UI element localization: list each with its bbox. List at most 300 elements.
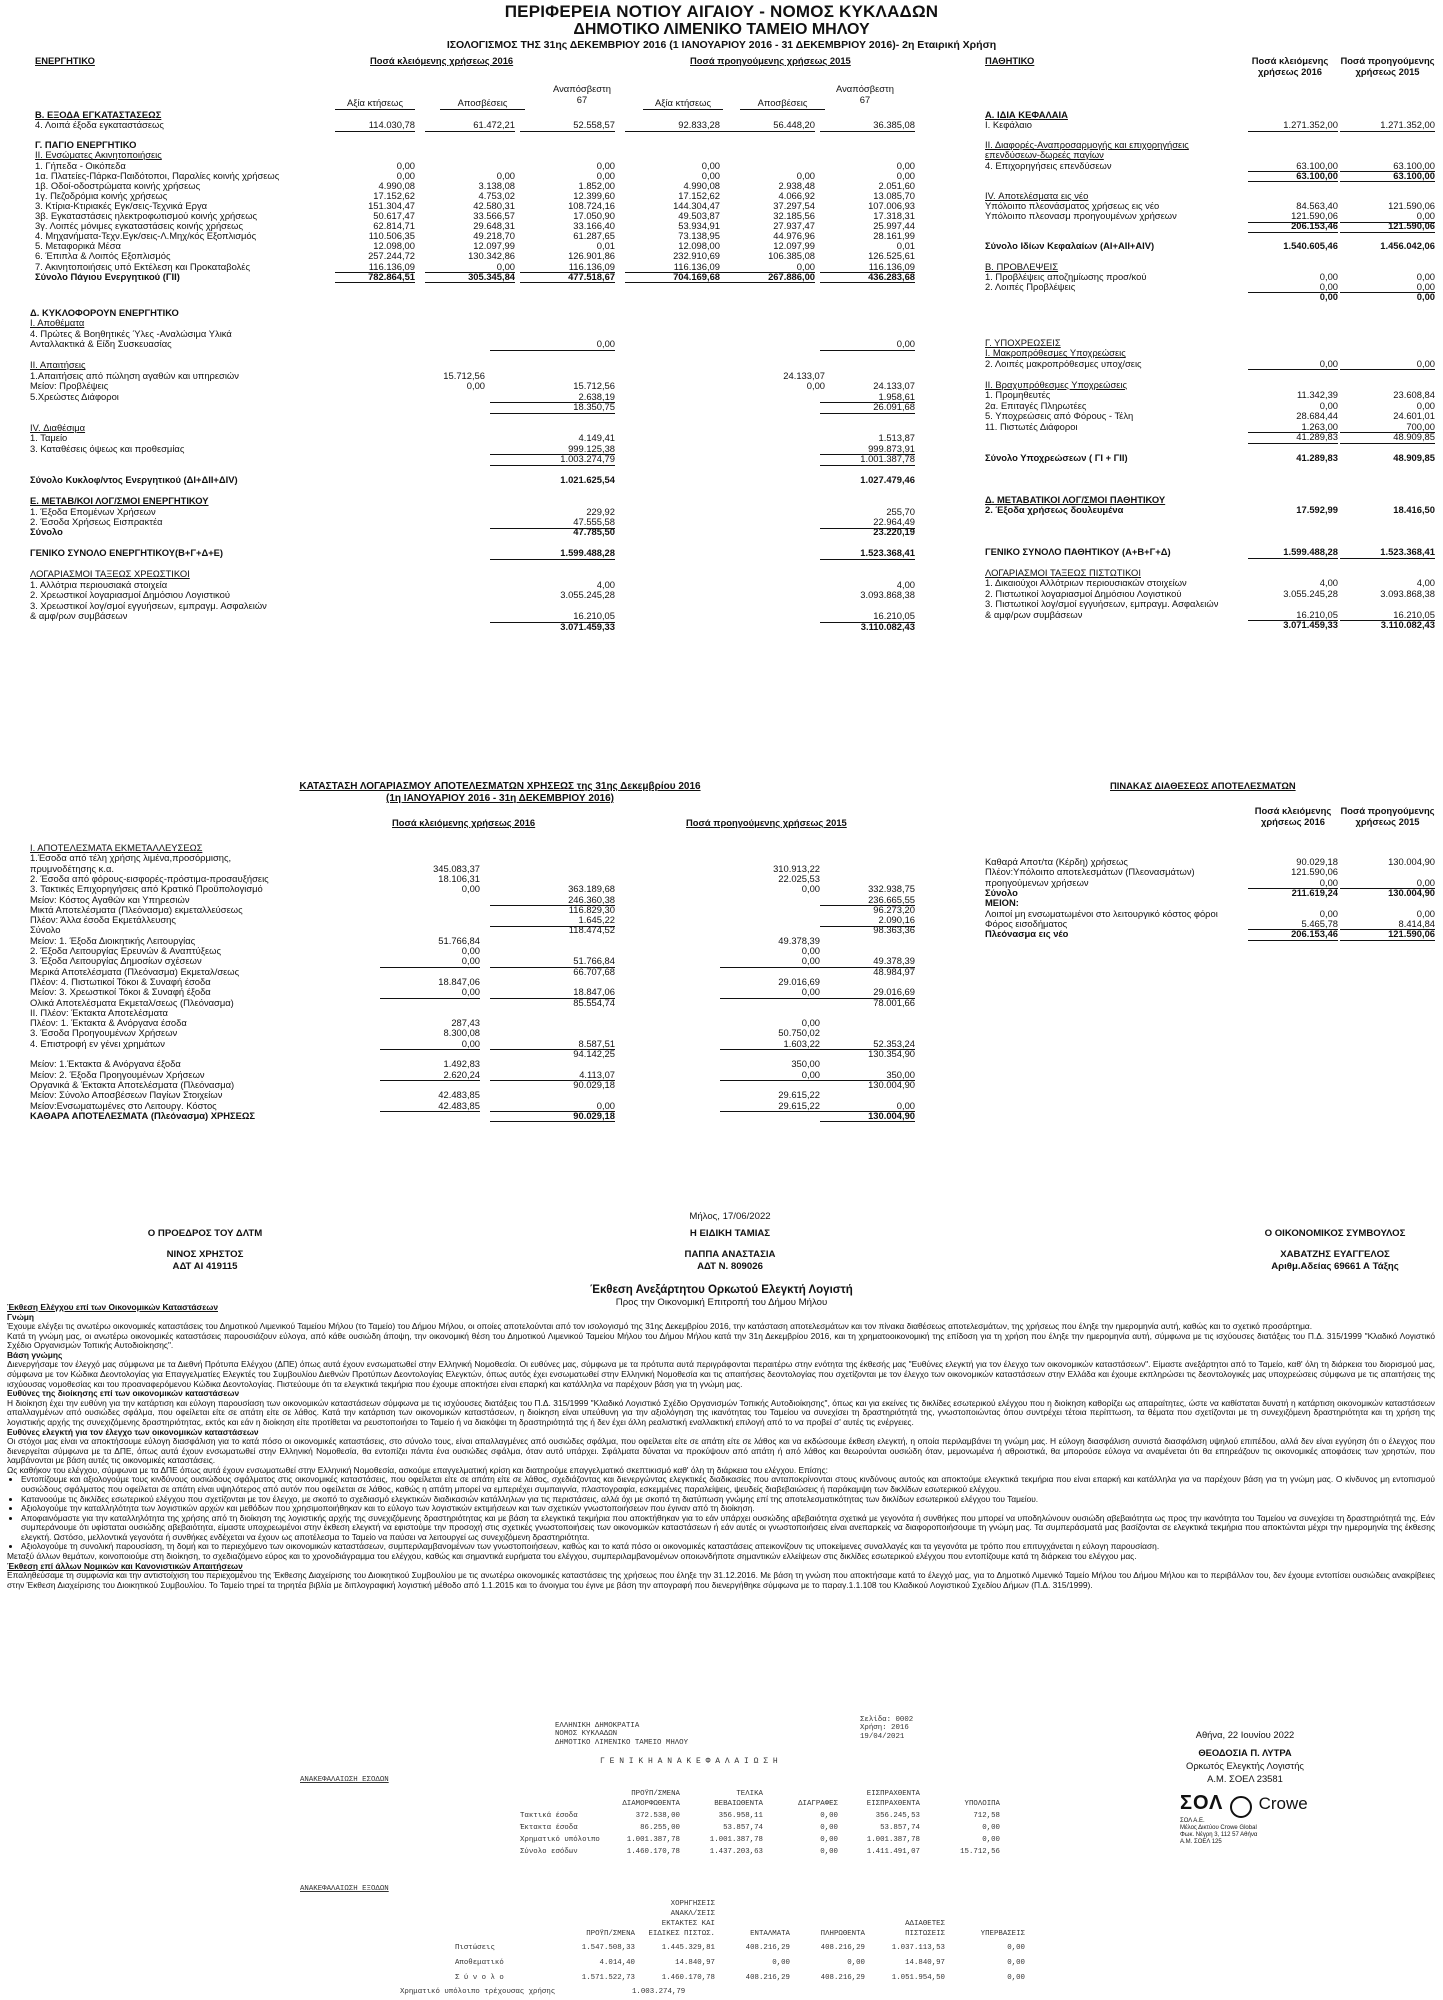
results-subtitle: (1η ΙΑΝΟΥΑΡΙΟΥ 2016 - 31η ΔΕΚΕΜΒΡΙΟΥ 2016) [386,793,614,804]
row-label: Πλέον: 1. Έκτακτα & Ανόργανα έσοδα [30,1017,187,1029]
amount-cell: 42.483,85 [380,1101,480,1113]
amount-cell: 24.133,07 [873,380,915,392]
amount-cell: 2.051,60 [878,179,915,191]
amount-cell: 0,00 [1248,282,1338,294]
row-label: 4. Μηχανήματα-Τεχν.Εγκ/σεις-Λ.Μηχ/κός Εξοπλισμός [35,230,257,242]
amount-cell: 206.153,46 [1248,929,1338,941]
amount-cell: 0,00 [801,883,820,895]
row-label: 2. Έξοδα Λειτουργίας Ερευνών & Αναπτύξεως [30,945,221,956]
amount-cell: 29.016,69 [778,975,820,987]
printout-cell: 0,00 [982,1836,1000,1844]
printout-cell: Αποθεματικό [455,1959,504,1967]
logo-crowe: Crowe [1258,1794,1308,1813]
sig1-name: ΝΙΝΟΣ ΧΡΗΣΤΟΣ [166,1249,244,1260]
amount-cell: 37.297,54 [773,199,815,211]
audit-p2: Κατά τη γνώμη μας, οι ανωτέρω οικονομικές καταστάσεις παρουσιάζουν εύλογα, από κάθε ουσιώδη άποψη, την οικονομική θέση του Δημοτικού Λιμενικού Ταμείου Μήλου του Δήμου Μήλου κατά την 31η Δεκεμβρίου 2016, και τη χρηματοοικονομική της επίδοση για τη χρήση που έληξε την ημερομηνία αυτή, σύμφωνα με τις ισχύουσες διατάξεις του Π.Δ. 315/1999 "Κλαδικό Λογιστικό Σχέδιο Οργανισμών Τοπικής Αυτοδιοίκησης". [7,1330,1435,1351]
amount-cell: 255,70 [886,505,915,517]
col-header-ktisi2: Αξία κτήσεως [643,98,723,110]
row-label: Σύνολο [985,886,1018,898]
amount-cell: 436.283,68 [820,272,915,284]
row-label: Ι. Κεφάλαιο [985,119,1033,131]
audit-subtitle: Προς την Οικονομική Επιτροπή του Δήμου Μήλου [615,1297,828,1308]
printout-cell: 356.958,11 [718,1812,763,1820]
amount-cell: 1.001.387,78 [820,454,915,466]
amount-cell: 0,01 [596,240,615,252]
amount-cell: 42.483,85 [438,1089,480,1101]
logo-ring-icon [1230,1796,1252,1818]
amount-cell: 98.363,36 [873,924,915,936]
row-label: Πλέον: 4. Πιστωτικοί Τόκοι & Συναφή έσοδα [30,975,211,987]
amount-cell: 3.093.868,38 [860,589,915,601]
amount-cell: 0,00 [806,380,825,392]
row-label: Φόρος εισοδήματος [985,917,1068,929]
row-label: Ι. Αποθέματα [30,317,85,329]
sig3-role: Ο ΟΙΚΟΝΟΜΙΚΟΣ ΣΥΜΒΟΥΛΟΣ [1264,1228,1406,1239]
firm-detail: Α.Μ. ΣΟΕΛ 125 [1180,1838,1222,1845]
sig2-id: ΑΔΤ Ν. 809026 [697,1261,763,1272]
amount-cell: 1.027.479,46 [860,474,915,486]
col-header-ktisi1: Αξία κτήσεως [335,98,415,110]
amount-cell: 1.513,87 [878,432,915,444]
amount-cell: 61.472,21 [425,120,515,132]
audit-h4: Ευθύνες της διοίκησης επί των οικονομικών καταστάσεων [7,1388,240,1399]
amount-cell: 53.934,91 [678,220,720,232]
printout-cell: 0,00 [820,1836,838,1844]
amount-cell: 0,00 [1319,270,1338,282]
amount-cell: 121.590,06 [1388,199,1435,211]
row-label: 2. Λοιπές Προβλέψεις [985,280,1076,292]
amount-cell: 0,00 [466,380,485,392]
audit-p1: Έχουμε ελέγξει τις ανωτέρω οικονομικές καταστάσεις του Δημοτικού Λιμενικού Ταμείου Μήλου (το Ταμείο) του Δήμου Μήλου, οι οποίες αποτελούνται από τον ισολογισμό της 31ης Δεκεμβρίου 2016, την κατάσταση αποτελεσμάτων και τον πίνακα διαθέσεως αποτελεσμάτων, της χρήσεως που έληξε την ημερομηνία αυτή, καθώς και το σχετικό προσάρτημα. [7,1321,1313,1332]
row-label: Σύνολο Υποχρεώσεων ( ΓΙ + ΓΙΙ) [985,451,1128,463]
amount-cell: 28.684,44 [1296,410,1338,422]
results-cur-heading: Ποσά κλειόμενης χρήσεως 2016 [392,817,536,828]
printout-cell: 1.547.508,33 [581,1944,635,1952]
results-title: ΚΑΤΑΣΤΑΣΗ ΛΟΓΑΡΙΑΣΜΟΥ ΑΠΟΤΕΛΕΣΜΑΤΩΝ ΧΡΗΣΕΩΣ της 31ης Δεκεμβρίου 2016 [299,781,701,792]
row-label: πρυμνοδέτησης κ.α. [30,862,114,874]
row-label: 2. Έσοδα από φόρους-εισφορές-πρόστιμα-προσαυξήσεις [30,872,269,884]
amount-cell: 229,92 [586,505,615,517]
assets-cur-heading: Ποσά κλειόμενης χρήσεως 2016 [370,55,514,66]
printout-title: Γ Ε Ν Ι Κ Η Α Ν Α Κ Ε Φ Α Λ Α Ι Ω Σ Η [600,1757,778,1766]
audit-h5: Ευθύνες ελεγκτή για τον έλεγχο των οικονομικών καταστάσεων [7,1426,259,1437]
amount-cell: 4.990,08 [683,179,720,191]
amount-cell: 42.580,31 [473,199,515,211]
row-label: Σύνολο [30,526,63,538]
row-label: & αμφ/ρων συμβάσεων [30,610,128,622]
row-label: ΛΟΓΑΡΙΑΣΜΟΙ ΤΑΞΕΩΣ ΧΡΕΩΣΤΙΚΟΙ [30,568,190,580]
amount-cell: 116.136,09 [520,262,615,274]
row-label: ΙΙ. Βραχυπρόθεσμες Υποχρεώσεις [985,378,1128,390]
printout-year: Χρήση: 2016 [860,1724,909,1733]
amount-cell: 0,00 [1340,359,1435,371]
amount-cell: 0,00 [801,1017,820,1029]
printout-foot-label: Χρηματικό υπόλοιπο τρέχουσας χρήσης [400,1988,556,1996]
row-label: 1γ. Πεζοδρόμια κοινής χρήσεως [35,189,168,201]
amount-cell: 8.300,08 [443,1027,480,1039]
amount-cell: 22.025,53 [778,872,820,884]
row-label: Δ. ΜΕΤΑΒΑΤΙΚΟΙ ΛΟΓ/ΣΜΟΙ ΠΑΘΗΤΙΚΟΥ [985,493,1166,505]
amount-cell: 144.304,47 [673,199,720,211]
amount-cell: 0,00 [1319,290,1338,302]
amount-cell: 350,00 [791,1058,820,1070]
amount-cell: 12.097,99 [773,240,815,252]
amount-cell: 107.006,93 [868,199,915,211]
amount-cell: 151.304,47 [368,199,415,211]
amount-cell: 24.133,07 [783,369,825,381]
amount-cell: 121.590,06 [1291,866,1338,878]
printout-cell: 1.037.113,53 [891,1944,945,1952]
audit-bullet: • Αποφαινόμαστε για την καταλληλότητα της χρήσης από τη διοίκηση της λογιστικής αρχής της συνεχιζόμενης δραστηριότητας και με βάση τα ελεγκτικά τεκμήρια που αποκτήθηκαν για το εάν υπάρχει ουσιώδης αβεβαιότητα σχετικά με γεγονότα ή συνθήκες που μπορεί να υποδηλώνουν ουσιώδη αβεβαιότητα ως προς την ικανότητα του Ταμείου να συνεχίσει τη δραστηριότητά της. Εάν συμπεράνουμε ότι υφίσταται ουσιώδης αβεβαιότητα, είμαστε υποχρεωμένοι στην έκθεση ελεγκτή να εφιστούμε την προσοχή στις σχετικές γνωστοποιήσεις των οικονομικών καταστάσεων ή εάν αυτές οι γνωστοποιήσεις είναι ανεπαρκείς να διαφοροποιήσουμε τη γνώμη μας. Τα συμπεράσματά μας βασίζονται σε ελεγκτικά τεκμήρια που αποκτώνται μέχρι την ημερομηνία της έκθεσης ελεγκτή. Ωστόσο, μελλοντικά γεγονότα ή συνθήκες ενδέχεται να έχουν ως αποτέλεσμα το Ταμείο να παύσει να λειτουργεί ως συνεχιζόμενη δραστηριότητα. [21,1514,1435,1543]
row-label: ΓΕΝΙΚΟ ΣΥΝΟΛΟ ΕΝΕΡΓΗΤΙΚΟΥ(Β+Γ+Δ+Ε) [30,547,224,559]
printout-cell: 14.840,97 [675,1959,715,1967]
amount-cell: 85.554,74 [573,996,615,1008]
dist-title: ΠΙΝΑΚΑΣ ΔΙΑΘΕΣΕΩΣ ΑΠΟΤΕΛΕΣΜΑΤΩΝ [1110,780,1296,791]
row-label: 2. Έσοδα Χρήσεως Εισπρακτέα [30,516,163,527]
audit-title: Έκθεση Ανεξάρτητου Ορκωτού Ελεγκτή Λογιστή [590,1284,853,1296]
auditor-name: ΘΕΟΔΟΣΙΑ Π. ΛΥΤΡΑ [1198,1747,1292,1758]
row-label: 4. Πρώτες & Βοηθητικές Ύλες -Αναλώσιμα Υλικά [30,327,232,339]
row-label: 2. Πιστωτικοί λογαριασμοί Δημόσιου Λογιστικού [985,587,1182,599]
printout-cell: ΠΛΗΡΩΘΕΝΤΑ [820,1930,865,1938]
amount-cell: 63.100,00 [1248,161,1338,173]
row-label: ΙΙ. Απαιτήσεις [30,359,86,371]
amount-cell: 345.083,37 [433,862,480,874]
amount-cell: 27.937,47 [773,220,815,232]
amount-cell: 3.071.459,33 [560,620,615,632]
amount-cell: 50.750,02 [778,1027,820,1039]
printout-date: 19/04/2021 [860,1732,905,1741]
amount-cell: 0,00 [380,987,480,999]
row-label: 7. Ακινητοποιήσεις υπό Εκτέλεση και Προκαταβολές [35,260,251,272]
row-label: Δ. ΚΥΚΛΟΦΟΡΟΥΝ ΕΝΕΡΓΗΤΙΚΟ [30,307,179,318]
amount-cell: 52.353,24 [820,1039,915,1051]
amount-cell: 18.416,50 [1393,504,1435,516]
amount-cell: 246.360,38 [490,895,615,907]
printout-cell: Χρηματικό υπόλοιπο [520,1836,600,1844]
amount-cell: 17.318,31 [873,210,915,221]
amount-cell: 23.220,19 [873,526,915,538]
sig2-name: ΠΑΠΠΑ ΑΝΑΣΤΑΣΙΑ [684,1249,776,1260]
printout-cell: ΔΙΑΜΟΡΦΩΘΕΝΤΑ [622,1800,680,1808]
amount-cell: 0,00 [380,1039,480,1051]
amount-cell: 0,00 [1340,282,1435,294]
sig2-role: Η ΕΙΔΙΚΗ ΤΑΜΙΑΣ [689,1228,771,1239]
audit-p5: Οι στόχοι μας είναι να αποκτήσουμε εύλογη διασφάλιση για το κατά πόσο οι οικονομικές καταστάσεις, στο σύνολο τους, είναι απαλλαγμένες από ουσιώδες σφάλμα, που οφείλεται είτε σε απάτη είτε σε λάθος και να εκδώσουμε έκθεση ελεγκτή, η οποία περιλαμβάνει τη γνώμη μας. Η εύλογη διασφάλιση συνιστά διασφάλιση υψηλού επιπέδου, αλλά δεν είναι εγγύηση ότι ο έλεγχος που διενεργείται σύμφωνα με τα ΔΠΕ, όπως αυτά έχουν ενσωματωθεί στην Ελληνική Νομοθεσία, θα εντοπίζει πάντα ένα ουσιώδες σφάλμα, όταν αυτό υπάρχει. Σφάλματα δύναται να προκύψουν από απάτη ή από λάθος και θεωρούνται ουσιώδη όταν, μεμονωμένα ή αθροιστικά, θα μπορούσε εύλογα να αναμένεται ότι θα επηρεάζουν τις οικονομικές αποφάσεις των χρηστών, που λαμβάνονται με βάση αυτές τις οικονομικές καταστάσεις. [7,1436,1435,1466]
amount-cell: 48.984,97 [873,965,915,977]
amount-cell: 49.503,87 [678,210,720,221]
amount-cell: 3.055.245,28 [1283,587,1338,599]
amount-cell: 305.345,84 [425,272,515,284]
amount-cell: 1.523.368,41 [1340,547,1435,559]
amount-cell: 2.938,48 [778,179,815,191]
row-label: Γ. ΠΑΓΙΟ ΕΝΕΡΓΗΤΙΚΟ [35,139,137,151]
printout-cell: Σύνολο εσόδων [520,1848,578,1856]
printout-cell: 15.712,56 [960,1848,1000,1856]
row-label: 1. Προβλέψεις αποζημίωσης προσ/κού [985,270,1147,282]
row-label: 1. Δικαιούχοι Αλλότριων περιουσιακών στοιχείων [985,577,1187,589]
amount-cell: 3.055.245,28 [560,589,615,601]
auditor-role: Ορκωτός Ελεγκτής Λογιστής [1186,1760,1304,1771]
amount-cell: 287,43 [451,1017,480,1029]
firm-detail: ΣΟΛ Α.Ε. [1180,1818,1205,1824]
amount-cell: 61.287,65 [573,230,615,242]
amount-cell: 0,00 [720,262,815,274]
row-label: Μείον: 1. Έξοδα Διοικητικής Λειτουργίας [30,934,196,946]
row-label: ΙΙ. Διαφορές-Αναπροσαρμογής και επιχορηγήσεις [985,139,1189,151]
amount-cell: 130.342,86 [468,250,515,262]
row-label: Υπόλοιπο πλεονάσματος χρήσεως εις νέο [985,199,1160,211]
amount-cell: 126.525,61 [868,250,915,262]
amount-cell: 999.873,91 [820,444,915,456]
sig3-id: Αριθμ.Αδείας 69661 Α Τάξης [1271,1261,1399,1272]
amount-cell: 47.785,50 [573,526,615,538]
amount-cell: 0,00 [1248,878,1338,890]
printout-cell: ΒΕΒΑΙΩΘΕΝΤΑ [714,1800,763,1808]
amount-cell: 17.152,62 [373,189,415,201]
amount-cell: 2.638,19 [490,392,615,404]
amount-cell: 1.852,00 [578,179,615,191]
amount-cell: 8.587,51 [490,1039,615,1051]
printout-cell: 0,00 [982,1824,1000,1832]
row-label: ΓΕΝΙΚΟ ΣΥΝΟΛΟ ΠΑΘΗΤΙΚΟΥ (Α+Β+Γ+Δ) [985,546,1171,557]
amount-cell: 0,00 [496,169,515,181]
printout-cell: Πιστώσεις [455,1944,495,1952]
audit-p8: Επαληθεύσαμε τη συμφωνία και την αντιστοίχιση του περιεχομένου της Έκθεσης Διαχείρισης του Διοικητικού Συμβουλίου με τις ανωτέρω οικονομικές καταστάσεις της χρήσεως που έληξε την 31.12.2016. Με βάση τη γνώση που αποκτήσαμε κατά το έλεγχό μας, για το Δημοτικό Λιμενικό Ταμείο Μήλου του Δήμου Μήλου και το περιβάλλον του, δεν έχουμε εντοπίσει ουσιώδεις ανακρίβειες στην Έκθεση Διαχείρισης του Διοικητικού Συμβουλίου. Το Ταμείο τηρεί τα τηρητέα βιβλία με διπλογραφική λογιστική μέθοδο από 1.1.2015 και το άνοιγμα του έγινε με βάση την απογραφή που διενεργήθηκε σύμφωνα με το παραγ.1.1.108 του Κλαδικού Λογιστικού Σχεδίου Δήμων (Π.Δ. 315/1999). [7,1570,1435,1590]
amount-cell: 4.753,02 [478,189,515,201]
amount-cell: 0,00 [596,159,615,171]
row-label: 5. Υποχρεώσεις από Φόρους - Τέλη [985,410,1134,422]
amount-cell: 106.385,08 [768,250,815,262]
liab-cur-heading: Ποσά κλειόμενης χρήσεως 2016 [1251,55,1329,77]
amount-cell: 1.523.368,41 [820,548,915,560]
row-label: 1.Απαιτήσεις από πώληση αγαθών και υπηρεσιών [30,369,239,381]
amount-cell: 5.465,78 [1248,919,1338,931]
printout-cell: ΕΝΤΑΛΜΑΤΑ [750,1930,790,1938]
amount-cell: 96.273,20 [873,903,915,915]
amount-cell: 0,00 [1416,907,1435,919]
sig1-role: Ο ΠΡΟΕΔΡΟΣ ΤΟΥ ΔΛΤΜ [147,1228,263,1239]
row-label: Πλέον:Υπόλοιπο αποτελεσμάτων (Πλεονασμάτων) [985,866,1195,878]
header-line1: ΠΕΡΙΦΕΡΕΙΑ ΝΟΤΙΟΥ ΑΙΓΑΙΟΥ - ΝΟΜΟΣ ΚΥΚΛΑΔΩΝ [504,2,939,21]
amount-cell: 18.106,31 [438,872,480,884]
row-label: Οργανικά & Έκτακτα Αποτελέσματα (Πλεόνασμα) [30,1078,235,1090]
row-label: 3. Έξοδα Λειτουργίας Δημοσίων σχέσεων [30,955,202,967]
audit-bullet: • Αξιολογούμε την καταλληλότητα των λογιστικών αρχών και μεθόδων που χρησιμοποιήθηκαν και το εύλογο των λογιστικών εκτιμήσεων και των σχετικών γνωστοποιήσεων που έγιναν από τη διοίκηση. [21,1504,1435,1514]
printout-cell: ΕΚΤΑΚΤΕΣ ΚΑΙ [661,1920,715,1928]
amount-cell: 0,00 [396,159,415,171]
audit-h6: Έκθεση επί άλλων Νομικών και Κανονιστικών Απαιτήσεων [7,1560,243,1571]
printout-org3: ΔΗΜΟΤΙΚΟ ΛΙΜΕΝΙΚΟ ΤΑΜΕΙΟ ΜΗΛΟΥ [555,1738,689,1747]
printout-org [555,1722,688,1747]
col-header-aposv1: Αποσβέσεις [440,98,525,110]
row-label: Σύνολο Πάγιου Ενεργητικού (ΓΙΙ) [35,270,180,282]
printout-cell: 0,00 [1007,1974,1025,1982]
row-label: 3. Κτίρια-Κτιριακές Εγκ/σεις-Τεχνικά Εργα [35,199,208,211]
amount-cell: 17.050,90 [573,210,615,221]
amount-cell: 90.029,18 [573,1078,615,1090]
audit-bullet: • Εντοπίζουμε και αξιολογούμε τους κινδύνους ουσιώδους σφάλματος στις οικονομικές καταστάσεις, που οφείλεται είτε σε απάτη είτε σε λάθος, σχεδιάζοντας και διενεργώντας ελεγκτικές διαδικασίες που ανταποκρίνονται στους κινδύνους αυτούς και αποκτούμε ελεγκτικά τεκμήρια που είναι επαρκή και κατάλληλα για να παρέχουν βάση για τη γνώμη μας. Ο κίνδυνος μη εντοπισμού ουσιώδους σφάλματος που οφείλεται σε απάτη είναι υψηλότερος από αυτόν που οφείλεται σε λάθος, καθώς η απάτη μπορεί να εμπεριέχει συμπαιγνία, πλαστογραφία, εσκεμμένες παραλείψεις, ψευδείς διαβεβαιώσεις ή παράκαμψη των δικλίδων εσωτερικού ελέγχου. [21,1475,1435,1494]
printout-cell: 408.216,29 [745,1974,790,1982]
row-label: 1. Προμηθευτές [985,389,1051,401]
row-label: Μερικά Αποτελέσματα (Πλεόνασμα) Εκμεταλ/σεως [30,965,240,977]
amount-cell: 1.263,00 [1248,422,1338,434]
row-label: 4. Επιχορηγήσεις επενδύσεων [985,159,1112,171]
printout-cell: 0,00 [820,1824,838,1832]
printout-cell: ΥΠΟΛΟΙΠΑ [964,1800,1000,1808]
amount-cell: 704.169,68 [625,272,720,284]
amount-cell: 782.864,51 [335,272,415,284]
amount-cell: 236.665,55 [820,895,915,907]
amount-cell: 332.938,75 [868,883,915,895]
amount-cell: 41.289,83 [1248,432,1338,444]
amount-cell: 0,00 [461,945,480,956]
amount-cell: 4,00 [1416,577,1435,589]
amount-cell: 32.185,56 [773,210,815,221]
row-label: Ανταλλακτικά & Είδη Συσκευασίας [30,338,172,350]
amount-cell: 116.136,09 [625,262,720,274]
printout-cell: 1.571.522,73 [581,1974,635,1982]
amount-cell: 1.645,22 [490,915,615,927]
printout-cell: ΧΟΡΗΓΗΣΕΙΣ [670,1900,715,1908]
audit-h3: Βάση γνώμης [7,1349,63,1360]
printout-cell: 408.216,29 [820,1944,865,1952]
amount-cell: 477.518,67 [520,272,615,284]
printout-cell: ΠΡΟΫΠ/ΣΜΕΝΑ [631,1790,680,1798]
row-label: ΛΟΓΑΡΙΑΣΜΟΙ ΤΑΞΕΩΣ ΠΙΣΤΩΤΙΚΟΙ [985,566,1141,578]
audit-bullets [7,1475,1435,1552]
col-header-aposv2: Αποσβέσεις [740,98,825,110]
printout-cell: ΔΙΑΓΡΑΦΕΣ [798,1800,838,1808]
amount-cell: 47.555,58 [490,517,615,529]
amount-cell: 130.004,90 [1388,886,1435,898]
row-label: 11. Πιστωτές Διάφοροι [985,420,1078,432]
amount-cell: 130.004,90 [1388,856,1435,867]
printout-meta [860,1716,913,1741]
printout-cell: 408.216,29 [820,1974,865,1982]
amount-cell: 28.161,99 [873,230,915,242]
printout-sec2: ΑΝΑΚΕΦΑΛΑΙΩΣΗ ΕΞΟΔΩΝ [300,1885,389,1893]
amount-cell: 4,00 [1319,577,1338,589]
header-line2: ΔΗΜΟΤΙΚΟ ΛΙΜΕΝΙΚΟ ΤΑΜΕΙΟ ΜΗΛΟΥ [573,21,870,38]
amount-cell: 0,00 [396,169,415,181]
amount-cell: 18.847,06 [438,975,480,987]
amount-cell: 0,01 [896,240,915,252]
row-label: Μείον: Σύνολο Αποσβέσεων Παγίων Στοιχείων [30,1089,223,1101]
amount-cell: 11.342,39 [1296,389,1338,401]
amount-cell: 0,00 [896,169,915,181]
amount-cell: 1.540.605,46 [1283,240,1338,252]
row-label: Πλέον: Άλλα έσοδα Εκμετάλλευσης [30,914,176,926]
printout-cell: 53.857,74 [880,1824,920,1832]
amount-cell: 49.378,39 [820,956,915,968]
amount-cell: 1.958,61 [820,392,915,404]
amount-cell: 0,00 [801,945,820,956]
row-label: 2α. Επιταγές Πληρωτέες [985,399,1087,411]
amount-cell: 84.563,40 [1296,199,1338,211]
amount-cell: 0,00 [1416,290,1435,302]
amount-cell: 1.599.488,28 [1248,547,1338,559]
amount-cell: 114.030,78 [335,120,415,132]
printout-cell: ΠΡΟΫΠ/ΣΜΕΝΑ [586,1930,635,1938]
row-label: 1. Αλλότρια περιουσιακά στοιχεία [30,578,168,590]
row-label: ΙΙ. Ενσώματες Ακινητοποιήσεις [35,149,162,161]
printout-cell: 1.460.170,78 [626,1848,680,1856]
amount-cell: 121.590,06 [1248,211,1338,223]
printout-cell: 1.001.387,78 [866,1836,920,1844]
amount-cell: 0,00 [701,169,720,181]
amount-cell: 0,00 [490,1101,615,1113]
logo-sol: ΣΟΛ [1180,1792,1224,1814]
firm-detail: Μέλος Δικτύου Crowe Global [1180,1824,1257,1831]
amount-cell: 116.136,09 [335,262,415,274]
row-label: Μείον: Κόστος Αγαθών και Υπηρεσιών [30,893,190,905]
results-prev-heading: Ποσά προηγούμενης χρήσεως 2015 [686,817,847,828]
amount-cell: 90.029,18 [490,1111,615,1123]
amount-cell: 1.492,83 [443,1058,480,1070]
row-label: Β. ΠΡΟΒΛΕΨΕΙΣ [985,260,1059,272]
amount-cell: 0,00 [720,987,820,999]
audit-bullet: • Κατανοούμε τις δικλίδες εσωτερικού ελέγχου που σχετίζονται με τον έλεγχο, με σκοπό το σχεδιασμό ελεγκτικών διαδικασιών κατάλληλων για τις περιστάσεις, αλλά όχι με σκοπό τη διατύπωση γνώμης επί της αποτελεσματικότητας των δικλίδων εσωτερικού ελέγχου του Ταμείου. [21,1495,1435,1505]
row-label: επενδύσεων-δωρεές παγίων [985,149,1104,161]
amount-cell: 4,00 [596,578,615,590]
liab-heading: ΠΑΘΗΤΙΚΟ [985,55,1035,66]
amount-cell: 48.909,85 [1340,432,1435,444]
amount-cell: 1.603,22 [720,1039,820,1051]
amount-cell: 2.620,24 [380,1070,480,1082]
audit-h1: Έκθεση Ελέγχου επί των Οικονομικών Καταστάσεων [7,1302,218,1312]
amount-cell: 4.149,41 [578,432,615,444]
amount-cell: 4,00 [896,578,915,590]
col-header-anap1: Αναπόσβεστη 67 [553,83,611,105]
printout-cell: ΕΙΣΠΡΑΧΘΕΝΤΑ [866,1790,920,1798]
amount-cell: 29.648,31 [473,220,515,232]
amount-cell: 12.399,60 [573,189,615,201]
amount-cell: 206.153,46 [1248,221,1338,233]
amount-cell: 12.098,00 [373,240,415,252]
amount-cell: 18.350,75 [490,402,615,414]
printout-cell: Σ ύ ν ο λ ο [455,1974,504,1982]
amount-cell: 29.615,22 [720,1101,820,1113]
audit-p6: Ως καθήκον του ελέγχου, σύμφωνα με τα ΔΠΕ όπως αυτά έχουν ενσωματωθεί στην Ελληνική Νομοθεσία, ασκούμε επαγγελματική κρίση και διατηρούμε επαγγελματικό σκεπτικισμό καθ' όλη τη διάρκεια του ελέγχου. Επίσης: [7,1464,828,1475]
row-label: 2. Έξοδα χρήσεως δουλευμένα [985,504,1124,516]
row-label: Ε. ΜΕΤΑΒ/ΚΟΙ ΛΟΓ/ΣΜΟΙ ΕΝΕΡΓΗΤΙΚΟΥ [30,495,209,507]
col-header-anap2: Αναπόσβεστη 67 [836,83,894,105]
printout-foot-value: 1.003.274,79 [632,1988,686,1996]
amount-cell: 26.091,68 [820,402,915,414]
amount-cell: 15.712,56 [443,369,485,381]
printout-cell: 0,00 [1007,1959,1025,1967]
amount-cell: 36.385,08 [820,120,915,132]
printout-org1: ΕΛΛΗΝΙΚΗ ΔΗΜΟΚΡΑΤΙΑ [555,1722,640,1730]
printout-cell: 1.460.170,78 [661,1974,715,1982]
amount-cell: 0,00 [1340,878,1435,890]
amount-cell: 73.138,95 [678,230,720,242]
row-label: ΙΙ. Πλέον: Έκτακτα Αποτελέσματα [30,1006,168,1018]
audit-p7: Μεταξύ άλλων θεμάτων, κοινοποιούμε στη διοίκηση, το σχεδιαζόμενο εύρος και το χρονοδιάγραμμα του ελέγχου, καθώς και σημαντικά ευρήματα του ελέγχου, συμπεριλαμβανομένων οποιωνδήποτε σημαντικών ελλείψεων στις δικλίδες εσωτερικού ελέγχου που εντοπίζουμε κατά τη διάρκεια του ελέγχου μας. [7,1551,1137,1562]
printout-cell: Τακτικά έσοδα [520,1812,578,1820]
amount-cell: 44.976,96 [773,230,815,242]
amount-cell: 12.097,99 [473,240,515,252]
amount-cell: 49.218,70 [473,230,515,242]
row-label: ΙV. Αποτελέσματα εις νέο [985,189,1089,201]
printout-cell: 1.001.387,78 [709,1836,763,1844]
printout-cell: ΕΙΣΠΡΑΧΘΕΝΤΑ [866,1800,920,1808]
printout-cell: 356.245,53 [875,1812,920,1820]
amount-cell: 130.004,90 [868,1078,915,1090]
amount-cell: 232.910,69 [673,250,720,262]
amount-cell: 12.098,00 [678,240,720,252]
